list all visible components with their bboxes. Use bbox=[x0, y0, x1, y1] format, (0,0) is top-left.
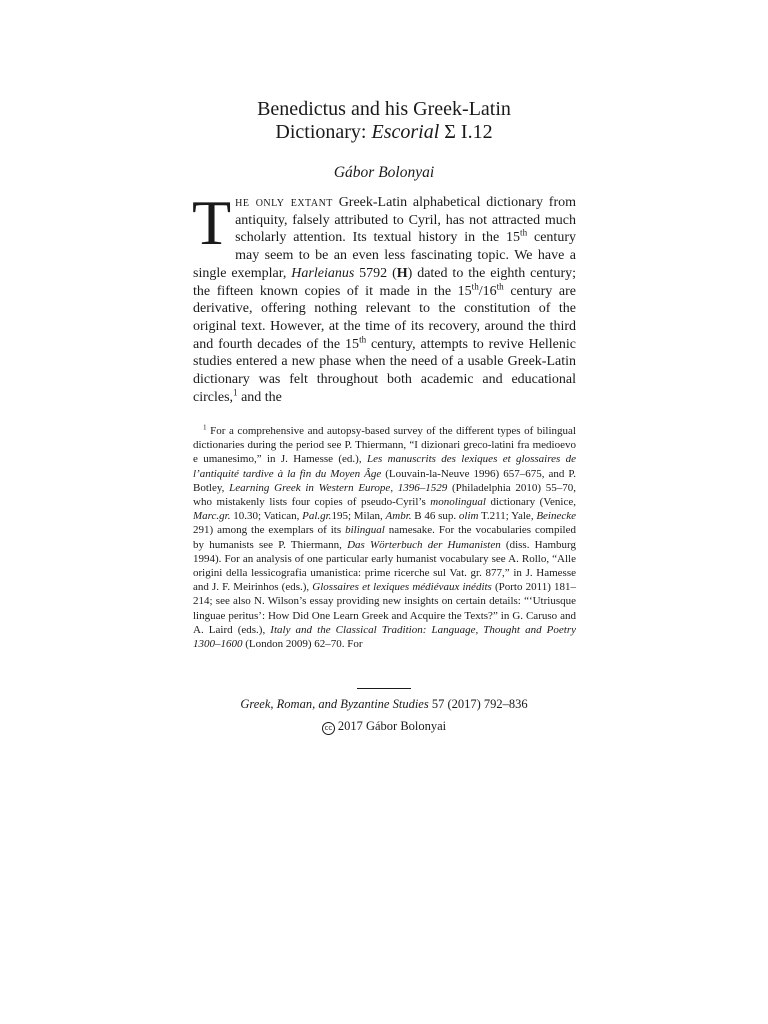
body-seg: century may seem to be an even less fascinating topic. We have a single exemplar, bbox=[193, 230, 576, 281]
copyright-line bbox=[0, 719, 768, 735]
footnote-seg: (Philadelphia 2010) 55–70, who mistakenly lists four copies of pseudo-Cyril’s bbox=[193, 481, 576, 509]
footnote-italic: bilingual bbox=[345, 524, 385, 537]
body-seg: 5792 ( bbox=[354, 265, 397, 281]
body-seg: and the bbox=[237, 389, 282, 405]
divider-rule bbox=[357, 688, 411, 689]
cc-icon: cc bbox=[322, 722, 335, 735]
siglum-bold: H bbox=[396, 265, 408, 281]
body-seg: century are derivative, offering nothing relevant to the constitution of the original text. However, at the time of its recovery, around the third and fourth decades of the 15 bbox=[193, 283, 576, 352]
body-text bbox=[192, 187, 576, 406]
footnote-italic: Das Wörterbuch der Humanisten bbox=[347, 538, 501, 551]
footnote-italic: Pal.gr. bbox=[302, 510, 332, 523]
footnote-number: 1 bbox=[203, 423, 207, 432]
footnote-seg: (Porto 2011) 181–214; see also N. Wilson’s essay providing new insights on certain details: “‘Utriusque linguae peritus’: How Did One Learn Greek and Acquire the Texts?” in G. Caruso and A. Laird (eds.), bbox=[193, 581, 577, 636]
footnote-seg: dictionary (Venice, bbox=[485, 496, 576, 509]
footnote-seg: namesake. For the vocabularies compiled by humanists see P. Thiermann, bbox=[193, 524, 576, 551]
title-line-2-prefix: Dictionary: bbox=[275, 121, 372, 143]
title-line-2-italic: Escorial bbox=[371, 121, 440, 143]
footnote-italic: Glossaires et lexiques médiévaux inédits bbox=[312, 581, 492, 594]
footnote-seg: B 46 sup. bbox=[411, 510, 459, 523]
manuscript-name: Harleianus bbox=[291, 265, 355, 281]
footnote-seg: 10.30; Vatican, bbox=[230, 510, 303, 523]
title-line-2-suffix: Σ I.12 bbox=[439, 121, 493, 143]
article-title bbox=[0, 98, 768, 144]
small-caps-opening: he only extant bbox=[235, 195, 333, 210]
superscript-th: th bbox=[520, 227, 528, 238]
drop-cap: T bbox=[192, 187, 232, 258]
footnote-italic: Italy and the Classical Tradition: Language, Thought and Poetry 1300–1600 bbox=[193, 623, 576, 651]
footnote bbox=[193, 424, 576, 651]
footnote-italic: olim bbox=[458, 510, 479, 523]
footnote-italic: Les manuscrits des lexiques et glossaires de l’antiquité tardive à la fin du Moyen Âge bbox=[193, 453, 576, 480]
footnote-italic: Marc.gr. bbox=[193, 510, 231, 523]
footnote-seg: 291) among the exemplars of its bbox=[193, 524, 346, 537]
body-seg: Greek-Latin alphabetical dictionary from antiquity, falsely attributed to Cyril, has not attracted much scholarly attention. Its textual history in the 15 bbox=[235, 195, 576, 246]
journal-citation bbox=[0, 697, 768, 712]
body-seg: ) dated to the eighth century; the fifteen known copies of it made in the 15 bbox=[193, 265, 576, 299]
title-line-2 bbox=[0, 121, 768, 144]
footnote-italic: Learning Greek in Western Europe, 1396–1529 bbox=[229, 481, 448, 494]
superscript-th: th bbox=[496, 280, 504, 291]
superscript-th: th bbox=[359, 333, 367, 344]
footnote-reference: 1 bbox=[233, 387, 238, 398]
footnote-paragraph bbox=[193, 424, 576, 651]
footnote-seg: 195; Milan, bbox=[331, 510, 386, 523]
body-seg: century, attempts to revive Hellenic studies entered a new phase when the need of a usable Greek-Latin dictionary was felt throughout both academic and educational circles, bbox=[193, 336, 576, 405]
copyright-text: 2017 Gábor Bolonyai bbox=[337, 719, 447, 733]
author-name: Gábor Bolonyai bbox=[333, 164, 435, 181]
journal-name: Greek, Roman, and Byzantine Studies bbox=[240, 697, 429, 711]
body-paragraph bbox=[192, 187, 576, 406]
footnote-seg: (Louvain-la-Neuve 1996) 657–675, and P. Botley, bbox=[193, 467, 576, 494]
footnote-seg: T.211; Yale, bbox=[478, 510, 537, 523]
footnote-seg: (diss. Hamburg 1994). For an analysis of one particular early humanist vocabulary see A. Rollo, “Alle origini della lessicografia umanistica: prime ricerche sul Vat. gr. 877,” in J. Hamesse and J. F. Meirinhos (eds.), bbox=[193, 538, 576, 594]
footnote-seg: (London 2009) 62–70. For bbox=[242, 638, 363, 651]
footnote-italic: Ambr. bbox=[385, 510, 412, 523]
body-seg: /16 bbox=[478, 283, 497, 299]
footnote-seg: For a comprehensive and autopsy-based survey of the different types of bilingual dictionaries during the period see P. Thiermann, “I dizionari greco-latini fra medioevo e umanesimo,” in J. Hamesse (ed.), bbox=[193, 425, 576, 466]
journal-volume-pages: 57 (2017) 792–836 bbox=[428, 697, 528, 711]
title-line-1: Benedictus and his Greek-Latin bbox=[257, 98, 511, 120]
footnote-italic: Beinecke bbox=[536, 510, 577, 523]
footnote-italic: monolingual bbox=[430, 496, 486, 509]
superscript-th: th bbox=[471, 280, 479, 291]
